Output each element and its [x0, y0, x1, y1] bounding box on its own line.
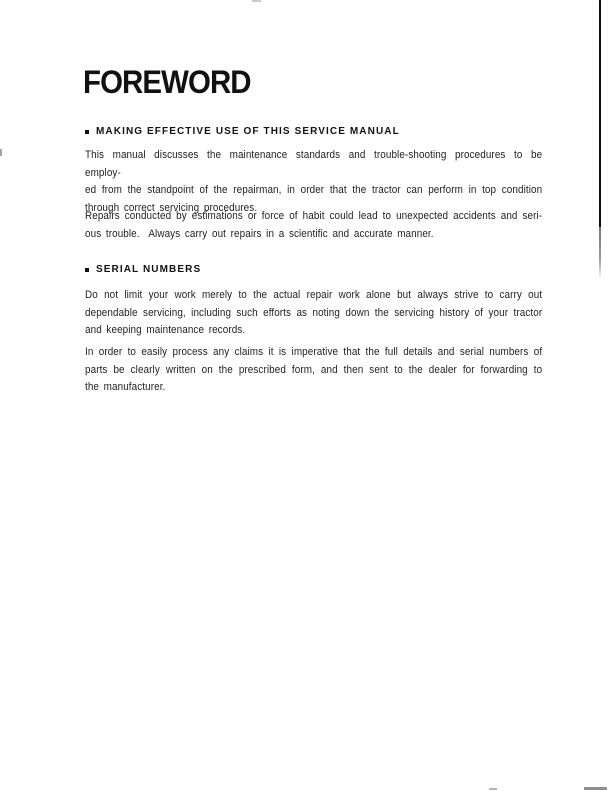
section-heading-making-effective-use [85, 126, 400, 138]
paragraph [85, 208, 542, 243]
section-heading-serial-numbers [85, 264, 201, 276]
text-line: parts be clearly written on the prescribed form, and then sent to the dealer for forwarding to [85, 363, 543, 376]
text-line: the manufacturer. [85, 381, 166, 393]
text-line: dependable servicing, including such efforts as noting down the servicing history of your tractor [85, 306, 543, 319]
paragraph [85, 147, 542, 217]
square-bullet-icon [85, 130, 89, 134]
scan-artifact-bottom-dash-large [584, 787, 607, 790]
text-line: Repairs conducted by estimations or force of habit could lead to unexpected accidents and seri- [85, 210, 543, 222]
scan-artifact-right-edge-line-fade [599, 227, 601, 280]
scan-artifact-left-edge-dash [0, 149, 2, 156]
text-line: This manual discusses the maintenance standards and trouble-shooting procedures to be employ- [85, 149, 543, 179]
text-line: through correct servicing procedures. [85, 201, 258, 214]
text-line: Do not limit your work merely to the actual repair work alone but always strive to carry out [85, 289, 543, 301]
scan-artifact-bottom-dash-small [489, 788, 497, 790]
square-bullet-icon [85, 268, 89, 272]
text-line: and keeping maintenance records. [85, 324, 246, 336]
section-heading-label: SERIAL NUMBERS [96, 264, 202, 275]
text-line: ous trouble. Always carry out repairs in a scientific and accurate manner. [85, 227, 434, 240]
section-heading-label: MAKING EFFECTIVE USE OF THIS SERVICE MANUAL [96, 126, 400, 137]
scan-artifact-right-edge-line [599, 0, 601, 227]
scan-artifact-top-dash [252, 0, 261, 2]
page-title: FOREWORD [83, 64, 251, 100]
paragraph [85, 344, 542, 397]
text-line: In order to easily process any claims it is imperative that the full details and serial numbers of [85, 346, 543, 358]
text-line: ed from the standpoint of the repairman, in order that the tractor can perform in top condition [85, 184, 543, 196]
paragraph [85, 287, 542, 340]
